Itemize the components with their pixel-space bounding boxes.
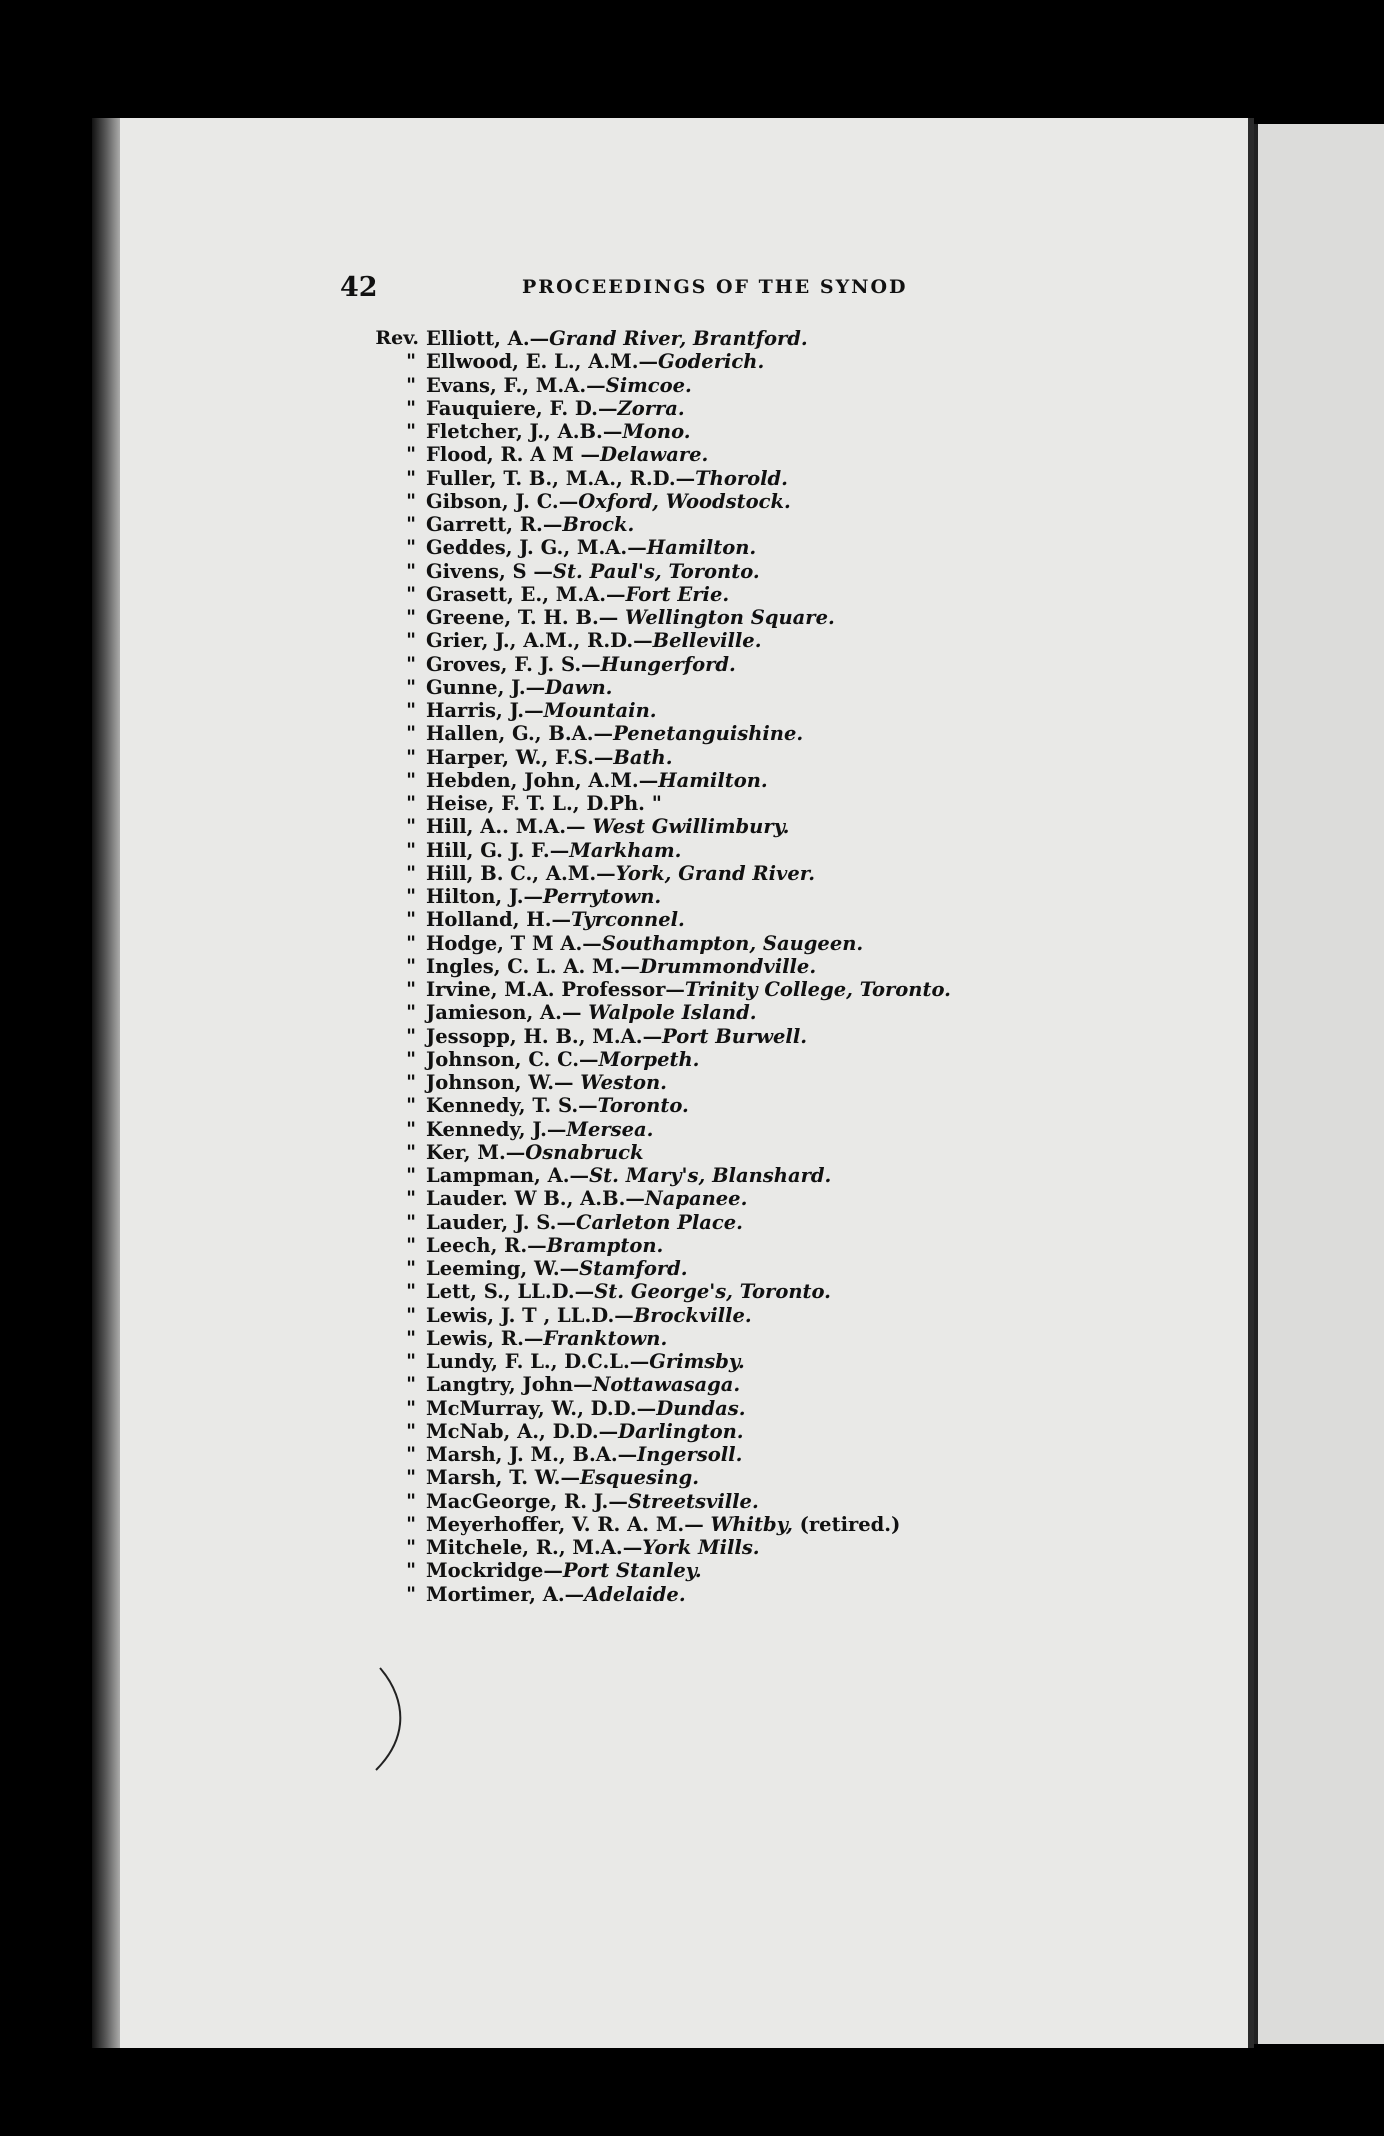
entry-name: Holland, H.— [426,908,571,932]
entry-prefix: " [406,1024,416,1047]
entry-prefix: " [406,1001,416,1024]
entry-name: Givens, S — [426,559,553,583]
entry-prefix: " [406,443,416,466]
entry-name: Hebden, John, A.M.— [426,768,659,792]
entry-prefix: " [406,1350,416,1372]
entry-place: Oxford, Woodstock. [578,489,791,513]
clergy-list [375,327,951,1606]
entry-place: Hungerford. [600,652,736,676]
entry-place: St. Mary's, Blanshard. [589,1164,832,1187]
list-item [406,931,951,955]
entry-prefix: " [406,582,416,605]
entry-name: Johnson, W.— [426,1071,581,1094]
entry-name: Grasett, E., M.A.— [426,582,626,606]
entry-place: Thorold. [695,466,788,490]
entry-prefix: " [406,1512,416,1535]
list-item [406,489,951,513]
entry-name: Meyerhoffer, V. R. A. M.— [426,1512,711,1536]
entry-prefix: " [406,699,416,721]
list-item [406,606,951,629]
entry-place: Brock. [562,513,635,536]
entry-prefix: " [406,815,416,838]
entry-prefix: " [406,559,416,582]
list-item [406,978,951,1001]
entry-name: Flood, R. A M — [426,443,601,467]
entry-name: Lauder, J. S.— [426,1210,576,1234]
entry-prefix: " [406,466,416,489]
list-item [406,582,951,606]
entry-name: MacGeorge, R. J.— [426,1489,628,1513]
entry-place: Mono. [622,420,691,443]
entry-place: Nottawasaga. [592,1373,741,1397]
list-item [406,1303,951,1327]
running-head: PROCEEDINGS OF THE SYNOD [522,276,908,298]
entry-place: St. Paul's, Toronto. [552,559,760,583]
entry-prefix: " [406,1466,416,1489]
list-item [406,1512,951,1536]
entry-prefix: " [406,885,416,907]
entry-prefix: " [406,978,416,1000]
entry-place: Southampton, Saugeen. [601,931,864,955]
list-item [406,1164,951,1187]
entry-name: Kennedy, T. S.— [426,1094,598,1118]
entry-prefix: " [406,861,416,884]
entry-name: Leech, R.— [426,1233,547,1257]
entry-name: Lauder. W B., A.B.— [426,1187,645,1211]
entry-place: Dawn. [545,675,613,699]
list-item [406,350,951,374]
entry-name: Fletcher, J., A.B.— [426,420,623,443]
entry-prefix: " [406,1187,416,1210]
entry-place: Stamford. [579,1257,688,1280]
list-item [406,954,951,978]
entry-prefix: " [406,1117,416,1140]
list-item [406,1443,951,1466]
list-item [406,1210,951,1234]
entry-place: Brockville. [633,1303,752,1327]
entry-prefix: " [406,1419,416,1442]
list-item [406,1117,951,1141]
entry-prefix: " [406,675,416,698]
entry-name: Lewis, R.— [426,1326,544,1350]
entry-place: Grimsby. [649,1350,745,1373]
entry-place: Adelaide. [584,1582,686,1606]
entry-prefix: " [406,931,416,954]
entry-name: Johnson, C. C.— [426,1047,599,1071]
entry-name: Kennedy, J.— [426,1117,567,1141]
facing-page-edge [1254,124,1384,2044]
entry-place: Darlington. [618,1419,744,1443]
entry-prefix: " [406,1559,416,1582]
entry-name: Fuller, T. B., M.A., R.D.— [426,466,696,490]
entry-name: Hilton, J.— [426,885,544,908]
entry-name: Lewis, J. T , LL.D.— [426,1303,634,1327]
entry-name: Heise, F. T. L., D.Ph. [426,792,645,815]
list-item [406,885,951,908]
entry-place: Port Stanley. [562,1559,702,1583]
list-item [406,1257,951,1280]
list-item [406,1094,951,1118]
entry-place: Ingersoll. [637,1443,743,1466]
list-item [406,1582,951,1606]
entry-prefix: " [406,652,416,675]
list-item [406,745,951,769]
list-item [406,536,951,560]
list-item [406,792,951,815]
entry-prefix: " [406,1373,416,1396]
entry-place: Trinity College, Toronto. [684,978,951,1001]
entry-place: Hamilton. [658,768,768,792]
entry-name: Langtry, John— [426,1373,593,1397]
list-item [406,1024,951,1048]
entry-place: Mountain. [543,699,657,722]
list-item [406,1187,951,1211]
entry-place: Morpeth. [598,1047,700,1071]
entry-name: Marsh, J. M., B.A.— [426,1443,638,1466]
entry-name: Fauquiere, F. D.— [426,396,618,420]
list-item [406,699,951,722]
list-item [406,1001,951,1025]
entry-name: Harris, J.— [426,699,544,722]
entry-prefix: " [406,722,416,745]
entry-place: Toronto. [597,1094,689,1118]
entry-name: McNab, A., D.D.— [426,1419,619,1443]
list-item [406,396,951,420]
list-item [406,908,951,932]
entry-name: Ellwood, E. L., A.M.— [426,350,659,374]
entry-prefix: " [406,1489,416,1512]
entry-prefix: " [406,792,416,814]
entry-prefix: " [406,536,416,559]
list-item [406,1536,951,1559]
entry-name: Irvine, M.A. Professor— [426,978,685,1001]
list-item [406,1419,951,1443]
entry-place: Napanee. [644,1187,748,1211]
entry-place: St. George's, Toronto. [594,1280,831,1304]
entry-prefix: " [406,1396,416,1419]
entry-name: Mitchele, R., M.A.— [426,1536,643,1559]
entry-prefix: Rev. [375,327,419,349]
entry-prefix: " [406,1280,416,1303]
entry-prefix: " [406,1582,416,1605]
entry-name: Geddes, J. G., M.A.— [426,536,647,560]
entry-place: Perrytown. [543,885,662,908]
list-item [406,722,951,746]
entry-prefix: " [406,420,416,442]
entry-place: Dundas. [656,1396,746,1420]
entry-name: Hodge, T M A.— [426,931,602,955]
entry-place: Tyrconnel. [570,908,685,932]
entry-name: Hill, A.. M.A.— [426,815,593,839]
entry-prefix: " [406,1210,416,1233]
list-item [406,466,951,490]
page-number: 42 [340,272,378,303]
entry-prefix: " [406,1047,416,1070]
entry-place: Wellington Square. [625,606,835,629]
entry-prefix: " [406,629,416,652]
list-item [406,768,951,792]
list-item [406,861,951,885]
entry-name: Marsh, T. W.— [426,1466,580,1490]
entry-place: Penetanguishine. [613,722,804,746]
list-item [406,1396,951,1420]
entry-prefix: " [406,513,416,535]
entry-name: Lampman, A.— [426,1164,590,1187]
entry-place: Zorra. [617,396,685,420]
entry-name: Garrett, R.— [426,513,563,536]
entry-prefix: " [406,1303,416,1326]
entry-place: Esquesing. [579,1466,700,1490]
list-item [406,1233,951,1257]
list-item [406,1047,951,1071]
list-item [406,1373,951,1397]
entry-place: York, Grand River. [615,861,816,885]
entry-place: Port Burwell. [662,1024,808,1048]
entry-place: Markham. [569,838,682,862]
list-item [406,1350,951,1373]
entry-place: Whitby, [710,1512,793,1536]
entry-name: Hallen, G., B.A.— [426,722,614,746]
list-item [406,1326,951,1350]
list-item [406,559,951,583]
entry-place: Goderich. [658,350,765,374]
entry-prefix: " [406,1326,416,1349]
entry-place: Weston. [580,1071,667,1094]
entry-place: Belleville. [652,629,762,653]
entry-prefix: " [406,954,416,977]
entry-prefix: " [406,1536,416,1558]
list-item [406,652,951,676]
list-item [406,420,951,443]
entry-name: Hill, B. C., A.M.— [426,861,616,885]
entry-place: Fort Erie. [625,582,730,606]
entry-place: Simcoe. [605,373,692,397]
entry-place: York Mills. [642,1536,760,1559]
entry-prefix: " [406,768,416,791]
entry-place: Drummondville. [639,954,817,978]
list-item [375,327,951,350]
entry-prefix: " [406,838,416,861]
entry-prefix: " [406,1443,416,1465]
entry-prefix: " [406,373,416,396]
entry-place: Carleton Place. [575,1210,743,1234]
entry-name: Gunne, J.— [426,675,546,699]
list-item [406,1280,951,1304]
entry-name: Ingles, C. L. A. M.— [426,954,640,978]
entry-place: Osnabruck [525,1140,644,1164]
list-item [406,815,951,839]
entry-place: Bath. [613,745,673,769]
entry-prefix: " [406,908,416,931]
entry-name: Mockridge— [426,1559,563,1583]
entry-name: McMurray, W., D.D.— [426,1396,657,1420]
entry-place: Grand River, Brantford. [549,327,808,350]
entry-prefix: " [406,606,416,628]
entry-name: Lundy, F. L., D.C.L.— [426,1350,650,1373]
entry-prefix: " [406,1233,416,1256]
entry-prefix: " [406,745,416,768]
entry-name: Groves, F. J. S.— [426,652,601,676]
entry-name: Mortimer, A.— [426,1582,585,1606]
list-item [406,1559,951,1583]
list-item [406,513,951,536]
entry-prefix: " [406,1071,416,1093]
entry-prefix: " [406,1164,416,1186]
list-item [406,629,951,653]
entry-name: Lett, S., LL.D.— [426,1280,595,1304]
entry-name: Greene, T. H. B.— [426,606,626,629]
entry-name: Gibson, J. C.— [426,489,579,513]
entry-place: Streetsville. [627,1489,759,1513]
entry-name: Evans, F., M.A.— [426,373,606,397]
list-item [406,443,951,467]
entry-place: Walpole Island. [588,1001,757,1025]
entry-name: Jamieson, A.— [426,1001,589,1025]
entry-name: Harper, W., F.S.— [426,745,614,769]
entry-prefix: " [406,1140,416,1163]
entry-place: West Gwillimbury. [592,815,790,839]
entry-prefix: " [406,396,416,419]
handwritten-bracket-mark [372,1664,412,1774]
entry-name: Ker, M.— [426,1140,526,1164]
entry-name: Hill, G. J. F.— [426,838,570,862]
list-item [406,1466,951,1490]
list-item [406,1071,951,1094]
entry-prefix: " [406,1094,416,1117]
list-item [406,675,951,699]
list-item [406,838,951,862]
entry-place: Brampton. [546,1233,664,1257]
list-item [406,1140,951,1164]
entry-place: Mersea. [566,1117,654,1141]
entry-name: Jessopp, H. B., M.A.— [426,1024,663,1048]
entry-suffix: (retired.) [792,1512,901,1536]
list-item [406,1489,951,1513]
entry-name: Leeming, W.— [426,1257,580,1280]
entry-prefix: " [406,1257,416,1279]
entry-prefix: " [406,489,416,512]
entry-suffix: " [644,792,662,815]
entry-place: Franktown. [543,1326,668,1350]
entry-place: Delaware. [600,443,709,467]
list-item [406,373,951,397]
entry-place: Hamilton. [646,536,757,560]
entry-prefix: " [406,350,416,373]
entry-name: Elliott, A.— [426,327,550,350]
entry-name: Grier, J., A.M., R.D.— [426,629,653,653]
